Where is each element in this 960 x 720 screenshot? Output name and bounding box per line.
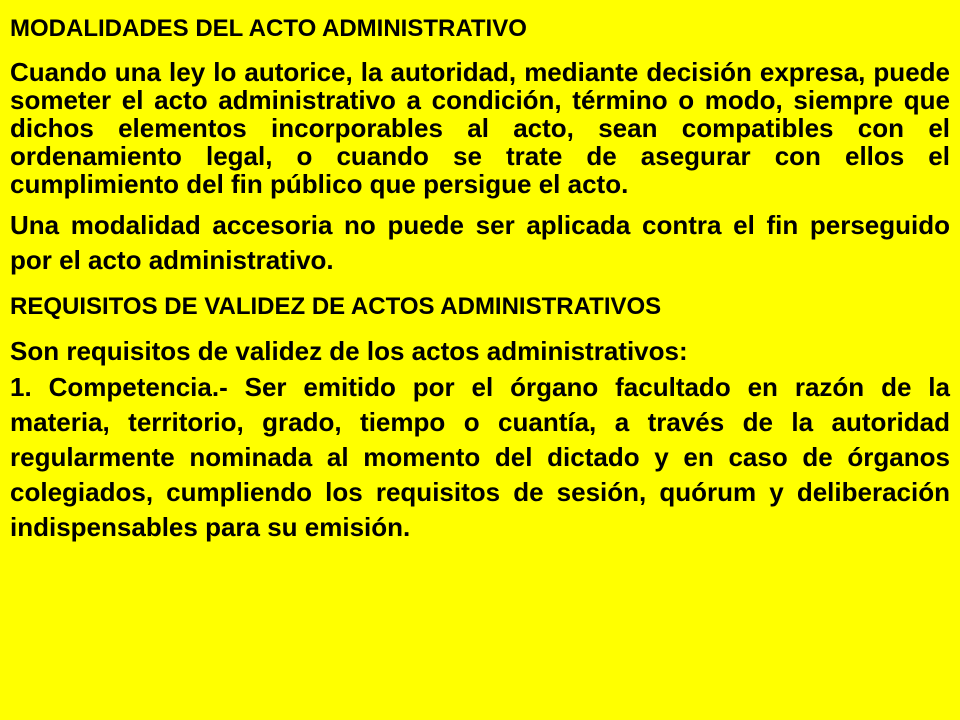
paragraph-requisito-competencia: 1. Competencia.- Ser emitido por el órgano facultado en razón de la materia, territorio, grado, tiempo o cuantía, a través de la autoridad regularmente nominada al momento del dictado y en caso de órganos colegiados, cumpliendo los requisitos de sesión, quórum y deliberación indispensables para su emisión. — [10, 372, 950, 542]
heading-modalidades: MODALIDADES DEL ACTO ADMINISTRATIVO — [10, 15, 527, 42]
paragraph-modalidades-1: Cuando una ley lo autorice, la autoridad, mediante decisión expresa, puede someter el acto administrativo a condición, término o modo, siempre que dichos elementos incorporables al acto, sean compatibles con el ordenamiento legal, o cuando se trate de asegurar con ellos el cumplimiento del fin público que persigue el acto. — [10, 57, 950, 199]
paragraph-modalidades-2: Una modalidad accesoria no puede ser aplicada contra el fin perseguido por el acto administrativo. — [10, 210, 950, 275]
paragraph-requisitos-intro: Son requisitos de validez de los actos administrativos: — [10, 336, 688, 366]
heading-requisitos: REQUISITOS DE VALIDEZ DE ACTOS ADMINISTRATIVOS — [10, 293, 662, 320]
